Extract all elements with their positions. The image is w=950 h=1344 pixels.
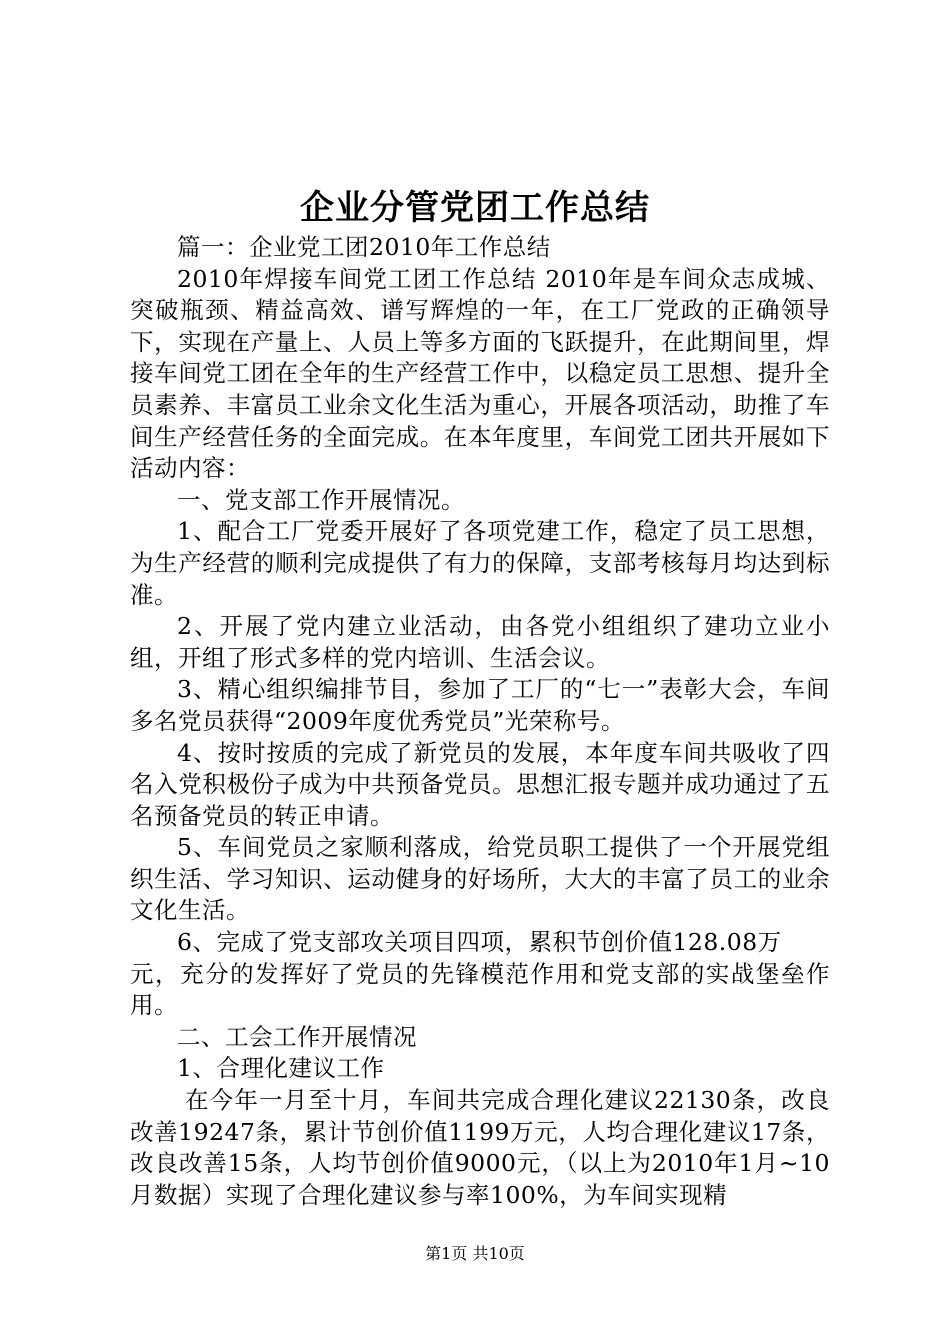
paragraph: 在今年一月至十月，车间共完成合理化建议22130条，改良改善19247条，累计节创价值1199万元，人均合理化建议17条，改良改善15条，人均节创价值9000元，（以上为2010年1月~10月数据）实现了合理化建议参与率100%，为车间实现精 bbox=[130, 1086, 830, 1209]
section-heading: 一、党支部工作开展情况。 bbox=[177, 485, 465, 514]
page-footer: 第1页 共10页 bbox=[425, 1244, 525, 1263]
paragraph: 3、精心组织编排节目，参加了工厂的“七一”表彰大会，车间多名党员获得“2009年度优秀党员”光荣称号。 bbox=[130, 675, 830, 735]
paragraph-continuation: 元，充分的发挥好了党员的先锋模范作用和党支部的实战堡垒作用。 bbox=[130, 959, 830, 1020]
subsection-heading: 1、合理化建议工作 bbox=[177, 1054, 385, 1083]
paragraph: 2010年焊接车间党工团工作总结 2010年是车间众志成城、突破瓶颈、精益高效、谱写辉煌的一年，在工厂党政的正确领导下，实现在产量上、人员上等多方面的飞跃提升，在此期间里，焊接车间党工团在全年的生产经营工作中，以稳定员工思想、提升全员素养、丰富员工业余文化生活为重心，开展各项活动，助推了车间生产经营任务的全面完成。在本年度里，车间党工团共开展如下活动内容： bbox=[130, 264, 830, 483]
document-title: 企业分管党团工作总结 bbox=[300, 188, 650, 228]
paragraph: 篇一：企业党工团2010年工作总结 bbox=[177, 233, 551, 261]
paragraph: 2、开展了党内建立业活动，由各党小组组织了建功立业小组，开组了形式多样的党内培训、生活会议。 bbox=[130, 612, 830, 672]
paragraph: 1、配合工厂党委开展好了各项党建工作，稳定了员工思想，为生产经营的顺利完成提供了有力的保障，支部考核每月均达到标准。 bbox=[130, 517, 830, 609]
paragraph: 4、按时按质的完成了新党员的发展，本年度车间共吸收了四名入党积极份子成为中共预备党员。思想汇报专题并成功通过了五名预备党员的转正申请。 bbox=[130, 738, 830, 830]
section-heading: 二、工会工作开展情况 bbox=[177, 1022, 417, 1051]
paragraph: 5、车间党员之家顺利落成，给党员职工提供了一个开展党组织生活、学习知识、运动健身的好场所，大大的丰富了员工的业余文化生活。 bbox=[130, 833, 830, 925]
paragraph: 6、完成了党支部攻关项目四项，累积节创价值128.08万 bbox=[177, 928, 782, 957]
document-body bbox=[130, 232, 830, 1211]
